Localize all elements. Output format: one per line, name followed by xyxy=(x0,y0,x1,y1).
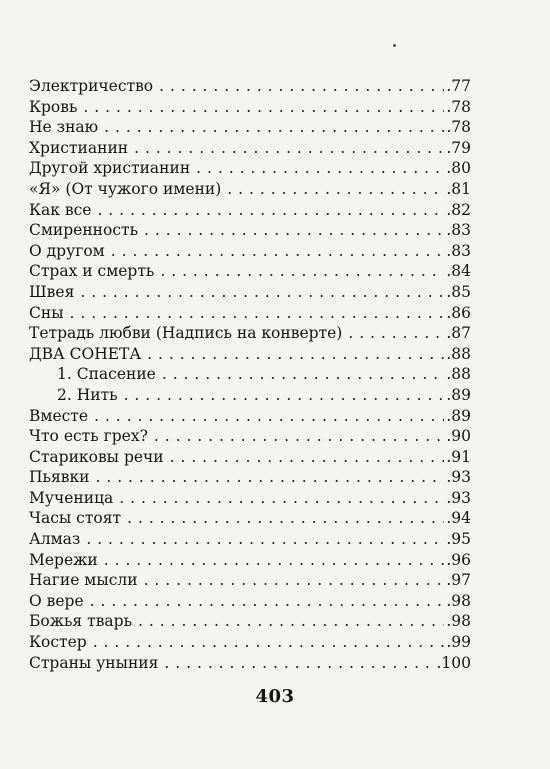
toc-leader-dots xyxy=(80,282,444,303)
toc-leader-dots xyxy=(227,179,444,200)
toc-entry xyxy=(29,488,471,509)
toc-leader-dots xyxy=(90,591,445,612)
toc-leader-dots xyxy=(164,653,434,674)
toc-entry xyxy=(29,220,471,241)
toc-leader-dots xyxy=(144,220,444,241)
toc-entry-title: Страх и смерть xyxy=(29,262,155,281)
toc-entry-page: .78 xyxy=(446,118,471,137)
toc-leader-dots xyxy=(70,303,445,324)
toc-entry xyxy=(29,179,471,200)
toc-entry-title: Электричество xyxy=(29,77,154,95)
toc-entry-title: Стариковы речи xyxy=(29,447,164,466)
toc-entry-page: .98 xyxy=(446,612,471,631)
toc-entry xyxy=(29,344,471,365)
toc-entry-page: .80 xyxy=(446,159,471,178)
toc-entry-page: .98 xyxy=(446,591,471,610)
toc-leader-dots xyxy=(111,241,445,262)
toc-entry-title: Что есть грех? xyxy=(29,427,148,446)
toc-entry-page: .100 xyxy=(436,653,471,672)
toc-leader-dots xyxy=(170,447,445,468)
toc-entry-title: Часы стоят xyxy=(29,509,122,528)
toc-leader-dots xyxy=(86,529,444,550)
toc-entry xyxy=(29,97,471,118)
toc-entry xyxy=(29,591,471,612)
toc-entry-title: Нагие мысли xyxy=(29,571,138,590)
toc-leader-dots xyxy=(196,158,444,179)
toc-entry-page: .84 xyxy=(446,262,471,281)
toc-entry xyxy=(29,467,471,488)
toc-entry-page: .78 xyxy=(446,97,471,116)
toc-subentry xyxy=(29,385,471,406)
toc-entry-title: Как все xyxy=(29,200,92,219)
toc-subentry xyxy=(29,364,471,385)
toc-entry-page: .86 xyxy=(446,303,471,322)
toc-entry-page: .93 xyxy=(446,488,471,507)
toc-leader-dots xyxy=(348,323,444,344)
toc-leader-dots xyxy=(104,550,445,571)
toc-leader-dots xyxy=(95,467,444,488)
toc-leader-dots xyxy=(138,611,444,632)
toc-entry-title: Тетрадь любви (Надпись на конверте) xyxy=(29,324,343,343)
toc-entry-title: «Я» (От чужого имени) xyxy=(29,179,222,198)
toc-entry xyxy=(29,200,471,221)
toc-entry-page: .93 xyxy=(446,468,471,487)
toc-leader-dots xyxy=(134,138,444,159)
toc-entry-title: Швея xyxy=(29,282,75,301)
toc-entry xyxy=(29,117,471,138)
toc-entry xyxy=(29,76,471,97)
toc-entry-title: О другом xyxy=(29,241,105,260)
toc-leader-dots xyxy=(159,76,444,97)
toc-leader-dots xyxy=(104,117,444,138)
toc-entry-title: Христианин xyxy=(29,138,129,157)
toc-entry xyxy=(29,323,471,344)
toc-leader-dots xyxy=(162,364,445,385)
toc-leader-dots xyxy=(93,632,445,653)
toc-entry-page: .81 xyxy=(446,179,471,198)
toc-entry-page: .77 xyxy=(446,77,471,95)
toc-entry-title: Кровь xyxy=(29,97,78,116)
toc-entry-page: .94 xyxy=(446,509,471,528)
toc-entry-page: .96 xyxy=(446,550,471,569)
toc-entry-page: .83 xyxy=(446,221,471,240)
toc-entry xyxy=(29,447,471,468)
toc-leader-dots xyxy=(83,97,444,118)
toc-entry-title: Мережи xyxy=(29,550,98,569)
toc-entry xyxy=(29,158,471,179)
table-of-contents xyxy=(29,76,471,673)
toc-entry-page: .95 xyxy=(446,530,471,549)
toc-entry xyxy=(29,282,471,303)
toc-entry-page: .90 xyxy=(446,427,471,446)
toc-entry xyxy=(29,611,471,632)
toc-entry-page: .97 xyxy=(446,571,471,590)
toc-entry-page: .83 xyxy=(446,241,471,260)
toc-entry-title: 2. Нить xyxy=(57,385,118,404)
toc-entry-page: .91 xyxy=(446,447,471,466)
toc-entry xyxy=(29,406,471,427)
toc-entry xyxy=(29,570,471,591)
toc-leader-dots xyxy=(97,200,444,221)
toc-entry-page: .99 xyxy=(446,633,471,652)
toc-entry-page: .89 xyxy=(446,406,471,425)
toc-entry-page: .88 xyxy=(446,365,471,384)
toc-entry xyxy=(29,508,471,529)
page-number: 403 xyxy=(255,686,295,707)
toc-entry xyxy=(29,529,471,550)
toc-entry-title: Страны уныния xyxy=(29,653,159,672)
toc-entry-page: .85 xyxy=(446,282,471,301)
print-speck xyxy=(393,44,396,47)
toc-entry xyxy=(29,138,471,159)
toc-entry-title: О вере xyxy=(29,591,84,610)
toc-entry xyxy=(29,261,471,282)
toc-entry-title: Смиренность xyxy=(29,221,139,240)
toc-entry-title: Другой христианин xyxy=(29,159,191,178)
toc-entry-title: Мученица xyxy=(29,488,114,507)
toc-entry-title: Костер xyxy=(29,633,87,652)
toc-entry-title: Божья тварь xyxy=(29,612,133,631)
toc-entry xyxy=(29,303,471,324)
toc-leader-dots xyxy=(127,508,444,529)
toc-entry xyxy=(29,241,471,262)
toc-leader-dots xyxy=(147,344,444,365)
toc-entry-title: Вместе xyxy=(29,406,89,425)
toc-leader-dots xyxy=(154,426,444,447)
toc-entry-page: .82 xyxy=(446,200,471,219)
toc-entry xyxy=(29,653,471,674)
toc-entry xyxy=(29,632,471,653)
toc-entry-title: Сны xyxy=(29,303,64,322)
toc-entry-page: .79 xyxy=(446,138,471,157)
toc-entry xyxy=(29,550,471,571)
toc-leader-dots xyxy=(124,385,445,406)
toc-leader-dots xyxy=(119,488,444,509)
toc-entry-page: .88 xyxy=(446,344,471,363)
toc-entry-title: Не знаю xyxy=(29,118,99,137)
toc-entry-title: Алмаз xyxy=(29,530,81,549)
toc-leader-dots xyxy=(160,261,444,282)
toc-entry-title: Пьявки xyxy=(29,468,90,487)
toc-entry-title: 1. Спасение xyxy=(57,365,156,384)
toc-entry xyxy=(29,426,471,447)
toc-entry-page: .89 xyxy=(446,385,471,404)
toc-entry-title: ДВА СОНЕТА xyxy=(29,344,142,363)
toc-leader-dots xyxy=(144,570,445,591)
toc-leader-dots xyxy=(94,406,444,427)
toc-entry-page: .87 xyxy=(446,324,471,343)
